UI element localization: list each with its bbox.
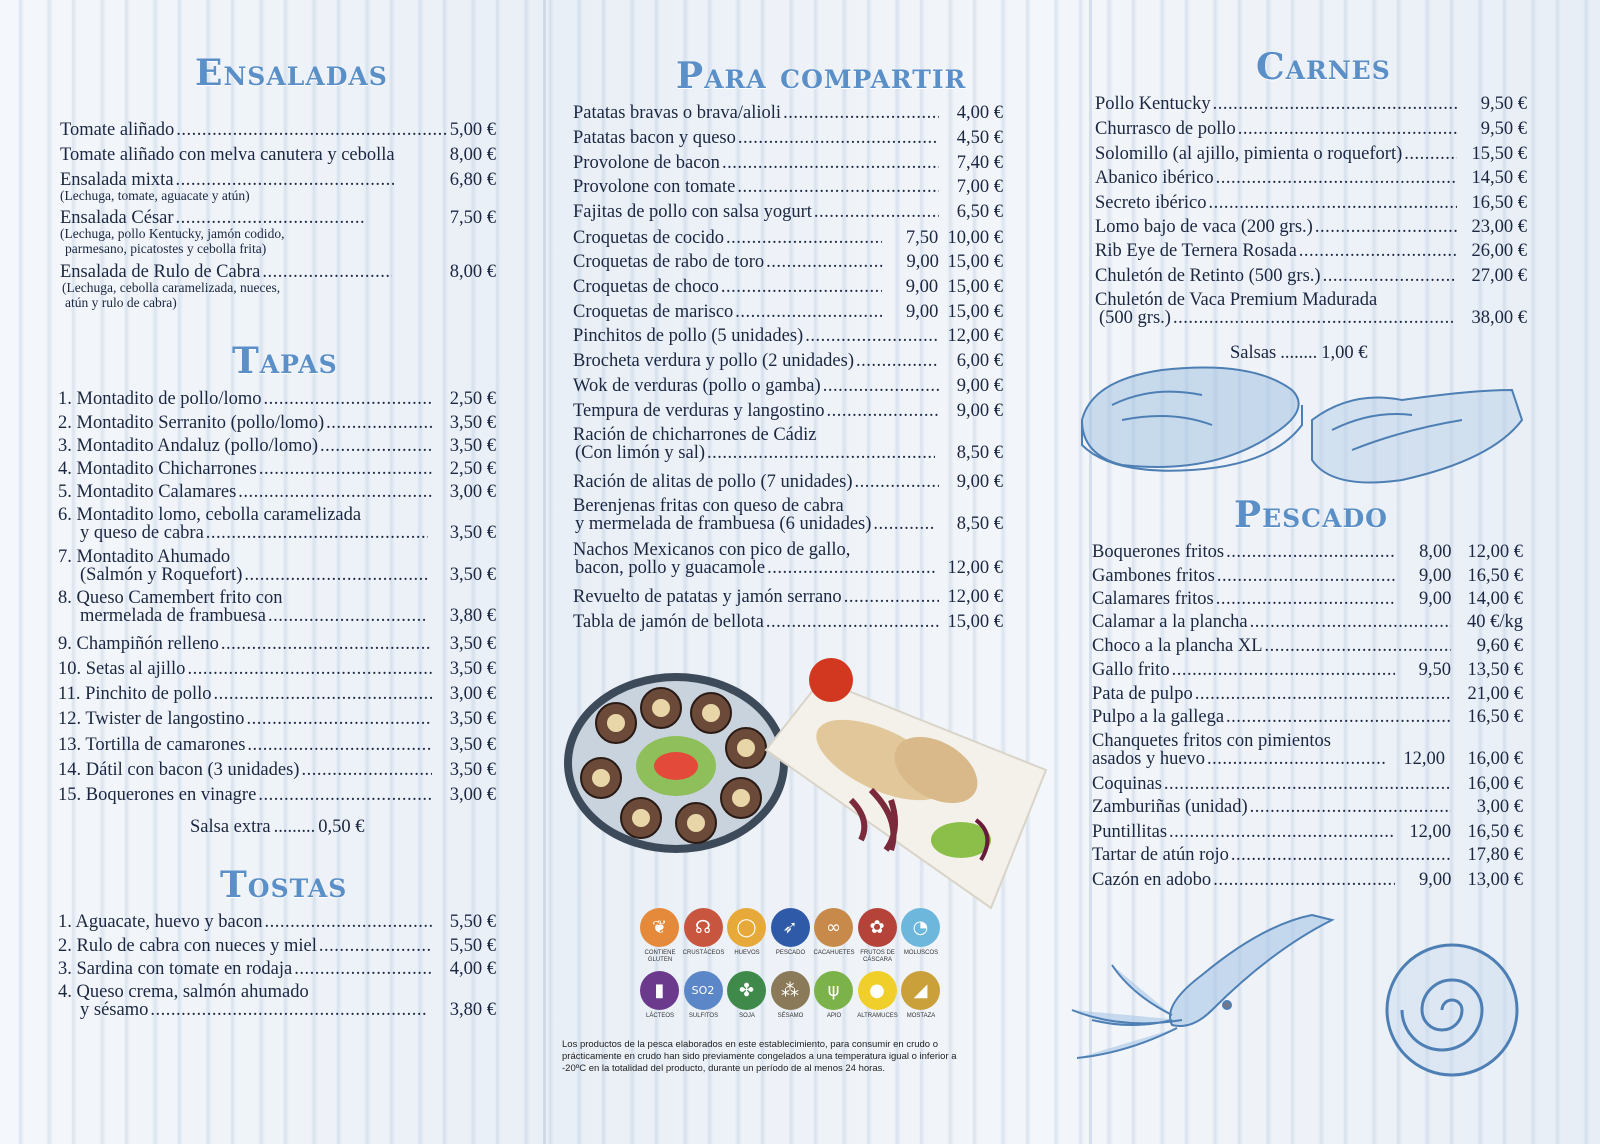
item-price: 27,00 €: [1471, 266, 1527, 286]
menu-item: [58, 761, 496, 780]
menu-item: [58, 483, 496, 502]
item-name: Puntillitas: [1092, 822, 1168, 842]
item-name: Provolone de bacon: [573, 153, 720, 173]
item-name: 3. Montadito Andaluz (pollo/lomo): [58, 436, 319, 456]
item-name: Wok de verduras (pollo o gamba): [573, 376, 821, 396]
scallops-photo: [556, 668, 796, 858]
item-price: 3,50 €: [449, 709, 496, 729]
item-name: Calamar a la plancha: [1092, 612, 1248, 632]
soy-icon: ✤: [727, 971, 766, 1010]
menu-item: Ensalada de Rulo de Cabra ..... 8,00 €: [60, 263, 496, 282]
item-name: Chuletón de Retinto (500 grs.): [1095, 266, 1321, 286]
item-name: Patatas bravas o brava/alioli: [573, 103, 782, 123]
menu-item: [1095, 95, 1527, 114]
allergen-label: HUEVOS: [734, 950, 760, 956]
item-name: 4. Montadito Chicharrones: [58, 459, 257, 479]
menu-item: [58, 913, 496, 932]
menu-item: [58, 460, 496, 479]
menu-item-line2: y mermelada de frambuesa (6 unidades) .....: [575, 515, 937, 534]
nut-icon: ✿: [858, 908, 897, 947]
item-name: Tartar de atún rojo: [1092, 845, 1229, 865]
item-name: Gallo frito: [1092, 660, 1170, 680]
section-title-tostas: Tostas: [220, 864, 348, 906]
half-portion-price: 12,00: [1409, 822, 1451, 842]
item-price: 16,00 €: [1467, 774, 1523, 794]
item-name: 15. Boquerones en vinagre: [58, 785, 257, 805]
item-name: 12. Twister de langostino: [58, 709, 245, 729]
item-name: 1. Aguacate, huevo y bacon: [58, 912, 263, 932]
menu-item-line2: (Con limón y sal) .....: [575, 444, 937, 463]
peanut-icon: ∞: [814, 908, 853, 947]
allergen-label: PESCADO: [775, 950, 806, 956]
item-price: 2,50 €: [449, 389, 496, 409]
item-name: 13. Tortilla de camarones: [58, 735, 246, 755]
item-price: 15,00 €: [947, 612, 1003, 632]
item-name: Fajitas de pollo con salsa yogurt: [573, 202, 812, 222]
lupin-icon: ●: [858, 971, 897, 1010]
shrimp-icon: ☊: [684, 908, 723, 947]
item-name: Chanquetes fritos con pimientos: [1092, 731, 1331, 751]
menu-item: [1092, 775, 1523, 794]
item-price: 12,00 €: [947, 587, 1003, 607]
section-title-carnes: Carnes: [1256, 46, 1391, 88]
item-name: 14. Dátil con bacon (3 unidades): [58, 760, 300, 780]
menu-item-line2: y queso de cabra .....: [80, 524, 430, 543]
half-portion-price: 9,00: [1419, 589, 1452, 609]
item-name: Lomo bajo de vaca (200 grs.): [1095, 217, 1313, 237]
section-title-compartir: Para compartir: [676, 55, 967, 97]
menu-item: [1092, 798, 1523, 817]
item-price: 8,50 €: [956, 443, 1003, 463]
item-price: 3,50 €: [449, 634, 496, 654]
item-name: Pollo Kentucky: [1095, 94, 1211, 114]
item-price: 40 €/kg: [1466, 612, 1523, 632]
menu-item: [1092, 846, 1523, 865]
menu-item: [58, 635, 496, 654]
menu-item: [1092, 823, 1523, 842]
item-name: Solomillo (al ajillo, pimienta o roquefort): [1095, 144, 1403, 164]
item-price: 14,50 €: [1471, 168, 1527, 188]
menu-item-line2: mermelada de frambuesa .....: [80, 607, 430, 626]
half-portion-price: 7,50: [905, 228, 939, 248]
item-name: Croquetas de rabo de toro: [573, 252, 765, 272]
item-name: Rib Eye de Ternera Rosada: [1095, 241, 1297, 261]
item-price: 3,80 €: [449, 1000, 496, 1020]
menu-item: [1095, 218, 1527, 237]
item-name: 2. Rulo de cabra con nueces y miel: [58, 936, 317, 956]
item-name: Calamares fritos: [1092, 589, 1214, 609]
item-name: Churrasco de pollo: [1095, 119, 1236, 139]
squid-illustration: [1052, 900, 1352, 1070]
section-title-pescado: Pescado: [1234, 494, 1388, 536]
allergen-label: SÉSAMO: [777, 1013, 804, 1019]
item-price: 15,00 €: [947, 302, 1003, 322]
item-name: Chuletón de Vaca Premium Madurada: [1095, 290, 1378, 310]
menu-item: [1095, 242, 1527, 261]
allergen-label: CONTIENE GLUTEN: [644, 950, 676, 963]
item-name: 8. Queso Camembert frito con: [58, 588, 283, 608]
item-price: 38,00 €: [1471, 308, 1527, 328]
item-price: 3,50 €: [449, 565, 496, 585]
menu-item: [1092, 637, 1523, 656]
salsas-price: Salsas ........ 1,00 €: [1230, 343, 1368, 363]
menu-item: [58, 937, 496, 956]
menu-item: [573, 613, 1003, 632]
menu-item: Tomate aliñado ..... 5,00 €: [60, 121, 496, 140]
item-name: Zamburiñas (unidad): [1092, 797, 1248, 817]
item-name: Provolone con tomate: [573, 177, 736, 197]
item-name: Croquetas de marisco: [573, 302, 734, 322]
item-price: 16,00 €: [1467, 749, 1523, 769]
allergen-label: CACAHUETES: [813, 950, 855, 956]
menu-item: [1092, 543, 1523, 562]
item-price: 9,50 €: [1480, 119, 1527, 139]
item-name: Pinchitos de pollo (5 unidades): [573, 326, 804, 346]
item-name: Croquetas de cocido: [573, 228, 725, 248]
item-price: 3,00 €: [449, 684, 496, 704]
item-price: 5,50 €: [449, 936, 496, 956]
item-price: 12,00 €: [1467, 542, 1523, 562]
mustard-icon: ◢: [901, 971, 940, 1010]
half-portion-price: 9,00: [905, 277, 939, 297]
menu-item: [573, 278, 1003, 297]
item-price: 4,00 €: [956, 103, 1003, 123]
item-price: 3,50 €: [449, 735, 496, 755]
menu-item: [573, 253, 1003, 272]
panel-center: [546, 0, 1086, 1144]
item-price: 17,80 €: [1467, 845, 1523, 865]
item-name: 11. Pinchito de pollo: [58, 684, 212, 704]
item-name: Tempura de verduras y langostino: [573, 401, 825, 421]
item-name: 4. Queso crema, salmón ahumado: [58, 982, 309, 1002]
item-price: 6,50 €: [956, 202, 1003, 222]
item-price: 5,50 €: [449, 912, 496, 932]
item-price: 15,50 €: [1471, 144, 1527, 164]
menu-item: [573, 588, 1003, 607]
menu-item-line2: bacon, pollo y guacamole .....: [575, 559, 937, 578]
extra-sauce: Salsa extra ......... 0,50 €: [190, 817, 365, 837]
milk-icon: ▮: [640, 971, 679, 1010]
item-price: 9,00 €: [956, 401, 1003, 421]
allergen-label: CRUSTÁCEOS: [682, 950, 725, 956]
half-portion-price: 9,00: [1419, 870, 1452, 890]
shell-icon: ◔: [901, 908, 940, 947]
menu-item: [1092, 567, 1523, 586]
item-name: 9. Champiñón relleno: [58, 634, 219, 654]
item-price: 3,00 €: [1476, 797, 1523, 817]
item-description: (Lechuga, tomate, aguacate y atún): [60, 188, 250, 203]
item-name: Tabla de jamón de bellota: [573, 612, 764, 632]
allergen-label: ALTRAMUCES: [857, 1013, 898, 1019]
item-name: Secreto ibérico: [1095, 193, 1207, 213]
item-price: 23,00 €: [1471, 217, 1527, 237]
menu-item: [58, 390, 496, 409]
menu-item: [573, 473, 1003, 492]
item-name: Boquerones fritos: [1092, 542, 1225, 562]
allergen-label: MOSTAZA: [906, 1013, 936, 1019]
allergen-label: LÁCTEOS: [645, 1013, 674, 1019]
allergen-label: APIO: [826, 1013, 842, 1019]
item-name: 1. Montadito de pollo/lomo: [58, 389, 262, 409]
item-price: 14,00 €: [1467, 589, 1523, 609]
menu-item: [58, 685, 496, 704]
allergen-label: MOLUSCOS: [903, 950, 939, 956]
allergen-label: FRUTOS DE CÁSCARA: [860, 950, 895, 963]
menu-item: [1092, 590, 1523, 609]
menu-item: [1092, 871, 1523, 890]
section-title-ensaladas: Ensaladas: [195, 52, 388, 94]
menu-item: Ensalada mixta ..... 6,80 €: [60, 171, 496, 190]
menu-item: [1092, 661, 1523, 680]
section-title-tapas: Tapas: [232, 340, 338, 382]
item-price: 16,50 €: [1467, 707, 1523, 727]
item-price: 15,00 €: [947, 252, 1003, 272]
menu-item-line2: y sésamo .....: [80, 1001, 430, 1020]
menu-item: [58, 437, 496, 456]
item-price: 10,00 €: [947, 228, 1003, 248]
grilled-squid-photo: [761, 650, 1051, 912]
menu-item: [1092, 613, 1523, 632]
menu-item: [573, 178, 1003, 197]
item-name: Cazón en adobo: [1092, 870, 1212, 890]
menu-item: [58, 960, 496, 979]
menu-item: [1092, 708, 1523, 727]
item-name: Abanico ibérico: [1095, 168, 1214, 188]
so2-icon: SO2: [684, 971, 723, 1010]
menu-item: [1095, 194, 1527, 213]
half-portion-price: 9,00: [1419, 566, 1452, 586]
menu-item: [573, 327, 1003, 346]
item-name: Nachos Mexicanos con pico de gallo,: [573, 540, 851, 560]
menu-item: [58, 710, 496, 729]
menu-item: [573, 352, 1003, 371]
item-name: Brocheta verdura y pollo (2 unidades): [573, 351, 855, 371]
egg-icon: ◯: [727, 908, 766, 947]
menu-item: [573, 229, 1003, 248]
item-name: Choco a la plancha XL: [1092, 636, 1263, 656]
item-price: 12,00 €: [947, 558, 1003, 578]
item-price: 21,00 €: [1467, 684, 1523, 704]
item-name: Pulpo a la gallega: [1092, 707, 1225, 727]
menu-item: [58, 736, 496, 755]
item-name: Croquetas de choco: [573, 277, 719, 297]
menu-item-line2: (Salmón y Roquefort) .....: [80, 566, 430, 585]
item-name: 3. Sardina con tomate en rodaja: [58, 959, 293, 979]
item-price: 16,50 €: [1467, 822, 1523, 842]
menu-item: [573, 203, 1003, 222]
sesame-icon: ⁂: [771, 971, 810, 1010]
item-price: 9,00 €: [956, 472, 1003, 492]
item-name: Ración de chicharrones de Cádiz: [573, 425, 817, 445]
item-price: 16,50 €: [1471, 193, 1527, 213]
allergen-label: SOJA: [739, 1013, 755, 1019]
menu-item: [573, 402, 1003, 421]
menu-item: Tomate aliñado con melva canutera y cebolla 8,00 €: [60, 145, 496, 165]
wheat-icon: ❦: [640, 908, 679, 947]
item-description: parmesano, picatostes y cebolla frita): [65, 241, 267, 256]
menu-item: [1095, 145, 1527, 164]
item-price: 3,50 €: [449, 659, 496, 679]
item-price: 4,00 €: [449, 959, 496, 979]
item-price: 3,80 €: [449, 606, 496, 626]
item-description: (Lechuga, cebolla caramelizada, nueces,: [62, 280, 281, 295]
half-portion-price: 9,50: [1418, 660, 1452, 680]
item-price: 8,50 €: [956, 514, 1003, 534]
allergen-label: SULFITOS: [688, 1013, 719, 1019]
menu-item: [573, 377, 1003, 396]
menu-item: [1092, 685, 1523, 704]
menu-item: [573, 104, 1003, 123]
item-price: 7,00 €: [956, 177, 1003, 197]
item-name: 6. Montadito lomo, cebolla caramelizada: [58, 505, 362, 525]
item-price: 15,00 €: [947, 277, 1003, 297]
item-description: (Lechuga, pollo Kentucky, jamón codido,: [60, 226, 285, 241]
menu-item: [1095, 169, 1527, 188]
item-price: 3,50 €: [449, 523, 496, 543]
celery-icon: ψ: [814, 971, 853, 1010]
item-name: Gambones fritos: [1092, 566, 1215, 586]
item-price: 3,50 €: [449, 760, 496, 780]
item-name: 5. Montadito Calamares: [58, 482, 237, 502]
item-price: 3,00 €: [449, 785, 496, 805]
item-name: 10. Setas al ajillo: [58, 659, 186, 679]
half-portion-price: 9,00: [906, 302, 939, 322]
item-price: 26,00 €: [1471, 241, 1527, 261]
raw-fish-notice: Los productos de la pesca elaborados en este establecimiento, para consumir en crudo o prácticamente en crudo han sido previamente congelados a una temperatura igual o inferior a -20ºC en la totalidad del producto, durante un período de al menos 24 horas.: [562, 1039, 957, 1074]
item-name: Coquinas: [1092, 774, 1162, 794]
item-name: Revuelto de patatas y jamón serrano: [573, 587, 842, 607]
menu-item-line2: asados y huevo .....: [1092, 750, 1387, 769]
menu-item: Ensalada César ..... 7,50 €: [60, 209, 496, 228]
meat-illustration: [1072, 360, 1532, 485]
item-price: 3,00 €: [449, 482, 496, 502]
menu-item: [58, 786, 496, 805]
menu-item: [573, 154, 1003, 173]
menu-item: [1095, 267, 1527, 286]
menu-item: [573, 303, 1003, 322]
item-price: 9,00 €: [956, 376, 1003, 396]
item-price: 13,00 €: [1467, 870, 1523, 890]
item-name: 7. Montadito Ahumado: [58, 547, 231, 567]
item-name: Pata de pulpo: [1092, 684, 1193, 704]
menu-item: [58, 414, 496, 433]
item-name: Patatas bacon y queso: [573, 128, 736, 148]
item-name: Berenjenas fritas con queso de cabra: [573, 496, 844, 516]
menu-item: [573, 129, 1003, 148]
item-price: 3,50 €: [449, 413, 496, 433]
octopus-illustration: [1362, 935, 1542, 1085]
item-price: 6,00 €: [956, 351, 1003, 371]
item-price: 3,50 €: [449, 436, 496, 456]
half-portion-price: 9,00: [906, 252, 939, 272]
item-price: 12,00 €: [947, 326, 1003, 346]
item-name: 2. Montadito Serranito (pollo/lomo): [58, 413, 325, 433]
item-name: Ración de alitas de pollo (7 unidades): [573, 472, 853, 492]
item-price: 2,50 €: [449, 459, 496, 479]
item-price: 4,50 €: [956, 128, 1003, 148]
half-portion-price: 8,00: [1419, 542, 1452, 562]
fish-icon: ➶: [771, 908, 810, 947]
item-description: atún y rulo de cabra): [65, 295, 177, 310]
item-price: 9,50 €: [1480, 94, 1527, 114]
menu-item-line2: (500 grs.) .....: [1099, 309, 1455, 328]
item-price: 7,40 €: [956, 153, 1003, 173]
panel-left: [0, 0, 540, 1144]
panel-right: [1092, 0, 1600, 1144]
item-price: 9,60 €: [1476, 636, 1523, 656]
menu-item: [58, 660, 496, 679]
item-price: 16,50 €: [1467, 566, 1523, 586]
item-price: 13,50 €: [1467, 660, 1523, 680]
menu-item: [1095, 120, 1527, 139]
half-portion-price: 12,00: [1403, 749, 1445, 769]
